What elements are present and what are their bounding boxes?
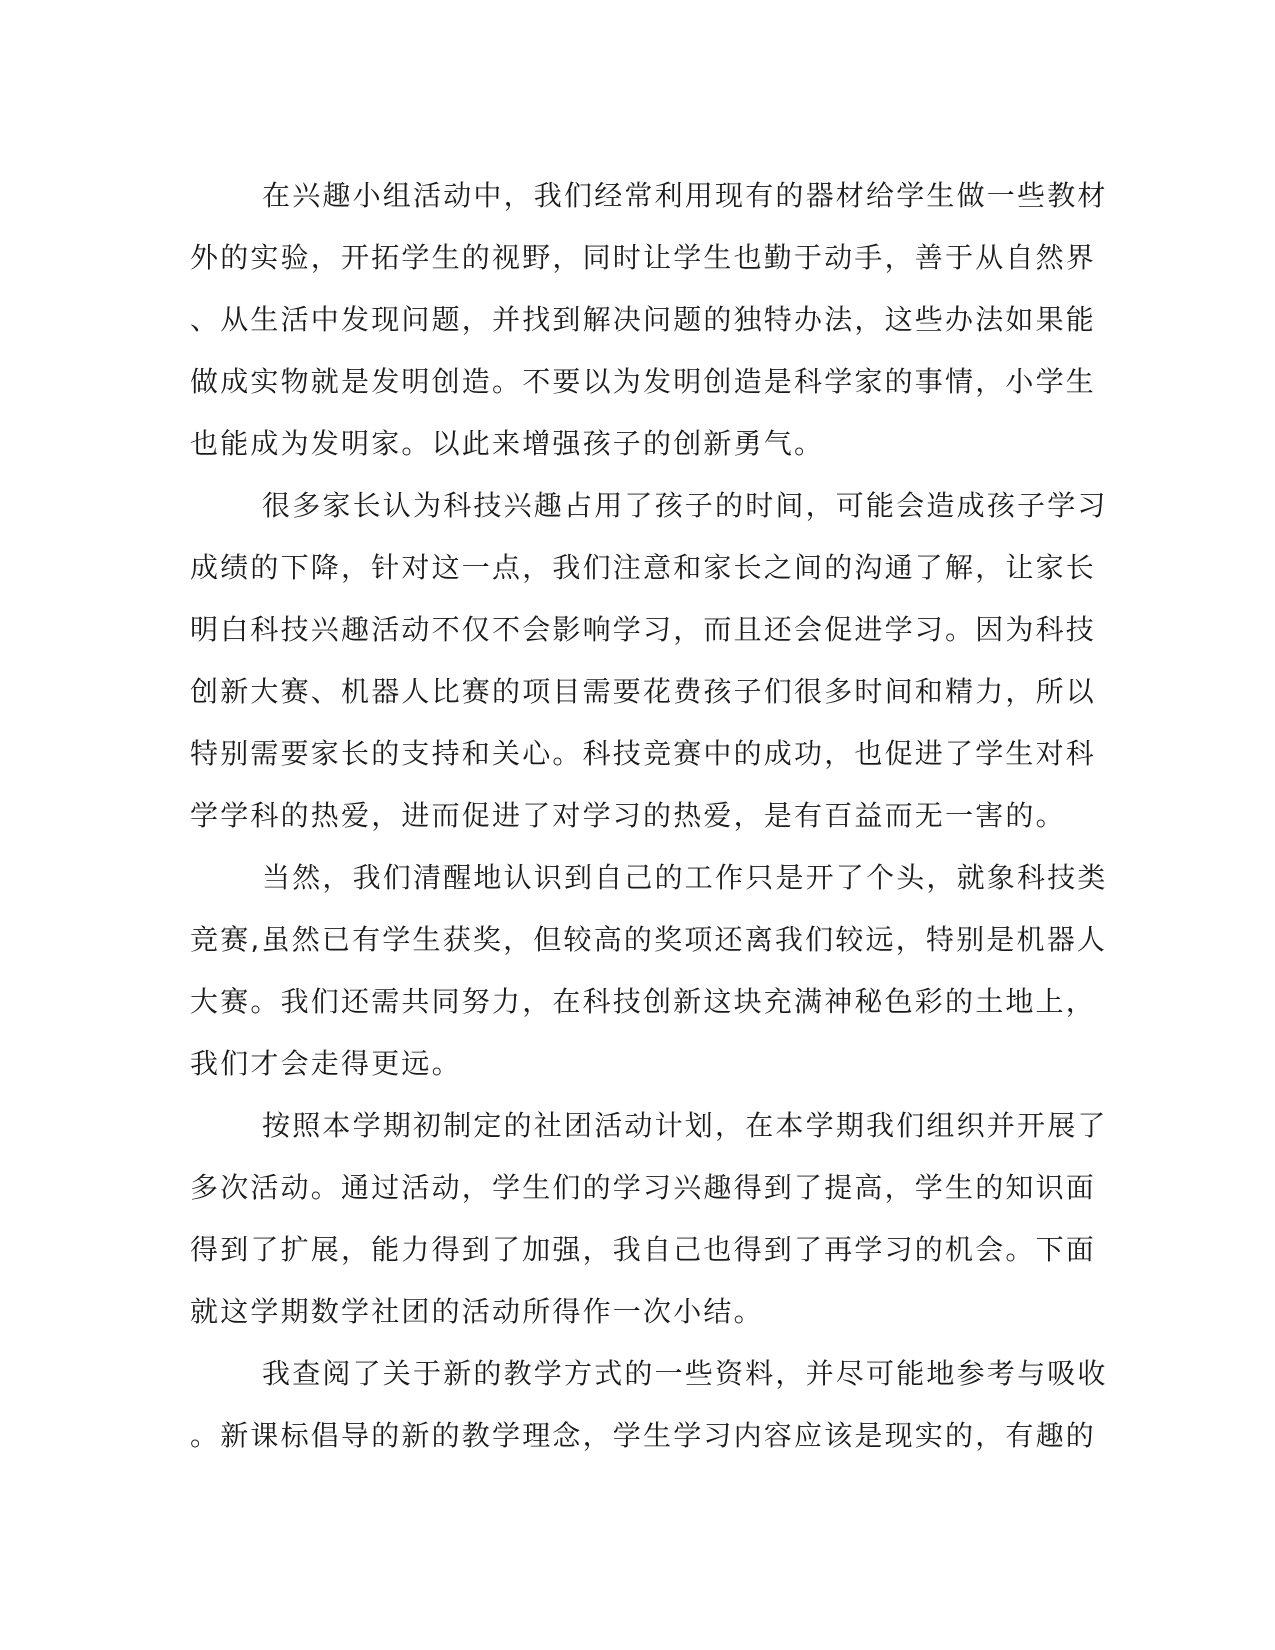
text-line: 。新课标倡导的新的教学理念，学生学习内容应该是现实的，有趣的 bbox=[190, 1419, 1097, 1452]
text-line: 也能成为发明家。以此来增强孩子的创新勇气。 bbox=[190, 427, 825, 460]
text-line: 就这学期数学社团的活动所得作一次小结。 bbox=[190, 1295, 764, 1328]
text-line: 大赛。我们还需共同努力，在科技创新这块充满神秘色彩的土地上， bbox=[190, 985, 1097, 1018]
body-text bbox=[190, 165, 1108, 1467]
text-line: 明白科技兴趣活动不仅不会影响学习，而且还会促进学习。因为科技 bbox=[190, 613, 1097, 646]
text-line: 成绩的下降，针对这一点，我们注意和家长之间的沟通了解，让家长 bbox=[190, 551, 1097, 584]
text-line: 竞赛,虽然已有学生获奖，但较高的奖项还离我们较远，特别是机器人 bbox=[190, 923, 1108, 956]
text-line: 特别需要家长的支持和关心。科技竞赛中的成功，也促进了学生对科 bbox=[190, 737, 1097, 770]
text-line: 很多家长认为科技兴趣占用了孩子的时间，可能会造成孩子学习 bbox=[262, 489, 1108, 522]
text-line: 创新大赛、机器人比赛的项目需要花费孩子们很多时间和精力，所以 bbox=[190, 675, 1097, 708]
text-line: 外的实验，开拓学生的视野，同时让学生也勤于动手，善于从自然界 bbox=[190, 241, 1097, 274]
text-line: 得到了扩展，能力得到了加强，我自己也得到了再学习的机会。下面 bbox=[190, 1233, 1097, 1266]
text-line: 我们才会走得更远。 bbox=[190, 1047, 462, 1080]
text-line: 我查阅了关于新的教学方式的一些资料，并尽可能地参考与吸收 bbox=[262, 1357, 1108, 1390]
text-line: 做成实物就是发明创造。不要以为发明创造是科学家的事情，小学生 bbox=[190, 365, 1097, 398]
text-line: 、从生活中发现问题，并找到解决问题的独特办法，这些办法如果能 bbox=[190, 303, 1097, 336]
text-line: 学学科的热爱，进而促进了对学习的热爱，是有百益而无一害的。 bbox=[190, 799, 1066, 832]
text-line: 在兴趣小组活动中，我们经常利用现有的器材给学生做一些教材 bbox=[262, 179, 1108, 212]
text-line: 按照本学期初制定的社团活动计划，在本学期我们组织并开展了 bbox=[262, 1109, 1108, 1142]
text-line: 当然，我们清醒地认识到自己的工作只是开了个头，就象科技类 bbox=[262, 861, 1108, 894]
text-line: 多次活动。通过活动，学生们的学习兴趣得到了提高，学生的知识面 bbox=[190, 1171, 1097, 1204]
